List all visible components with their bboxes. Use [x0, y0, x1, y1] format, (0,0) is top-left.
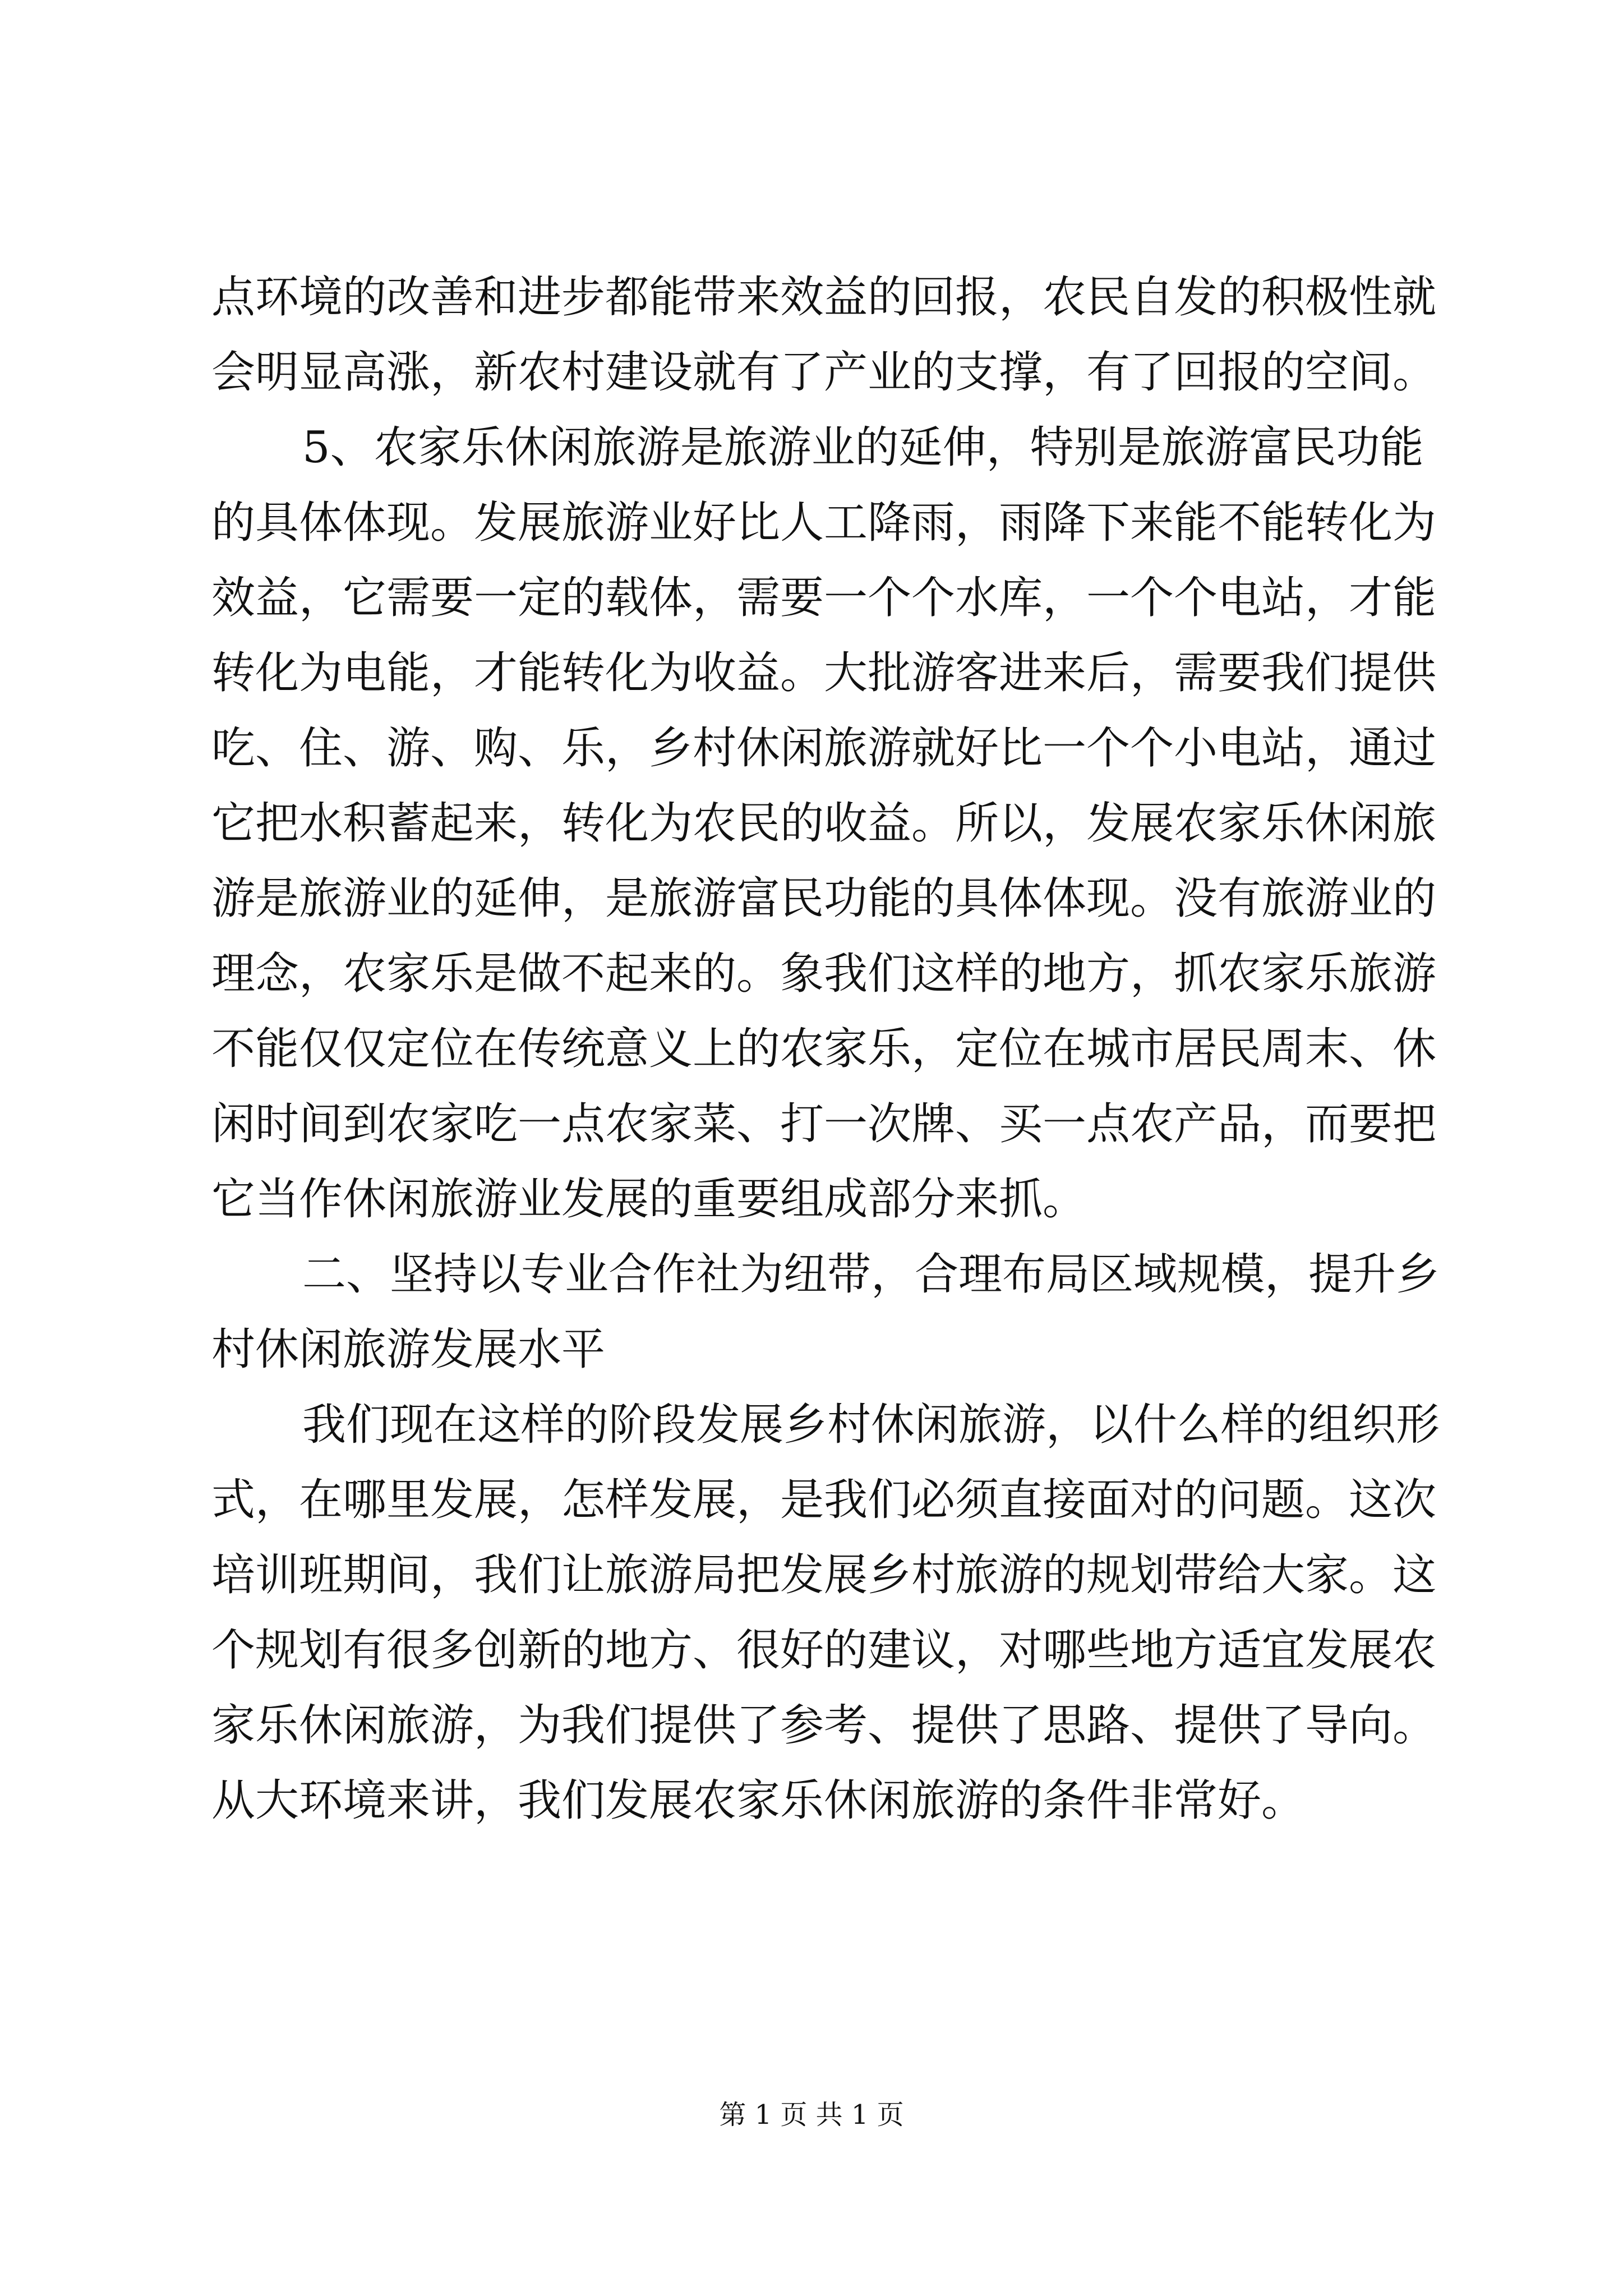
text-line: 效益，它需要一定的载体，需要一个个水库，一个个电站，才能 [211, 573, 1437, 623]
body-text [211, 260, 1440, 1838]
text-line: 会明显高涨，新农村建设就有了产业的支撑，有了回报的空间。 [211, 347, 1437, 398]
text-line: 式，在哪里发展，怎样发展，是我们必须直接面对的问题。这次 [211, 1475, 1437, 1525]
text-line: 闲时间到农家吃一点农家菜、打一次牌、买一点农产品，而要把 [211, 1099, 1437, 1149]
text-line: 游是旅游业的延伸，是旅游富民功能的具体体现。没有旅游业的 [211, 873, 1437, 924]
text-line: 点环境的改善和进步都能带来效益的回报，农民自发的积极性就 [211, 272, 1437, 323]
text-line: 它当作休闲旅游业发展的重要组成部分来抓。 [211, 1174, 1087, 1225]
text-line: 个规划有很多创新的地方、很好的建议，对哪些地方适宜发展农 [211, 1625, 1437, 1676]
section-heading-line: 二、坚持以专业合作社为纽带，合理布局区域规模，提升乡 [302, 1249, 1440, 1300]
text-line: 的具体体现。发展旅游业好比人工降雨，雨降下来能不能转化为 [211, 498, 1437, 548]
paragraph-start-line: 5、农家乐休闲旅游是旅游业的延伸，特别是旅游富民功能 [302, 422, 1424, 473]
page-footer [0, 2098, 1623, 2132]
text-line: 家乐休闲旅游，为我们提供了参考、提供了思路、提供了导向。 [211, 1700, 1437, 1751]
text-line: 不能仅仅定位在传统意义上的农家乐，定位在城市居民周末、休 [211, 1024, 1437, 1074]
text-line: 理念，农家乐是做不起来的。象我们这样的地方，抓农家乐旅游 [211, 949, 1437, 999]
text-line: 转化为电能，才能转化为收益。大批游客进来后，需要我们提供 [211, 648, 1437, 698]
text-line: 吃、住、游、购、乐，乡村休闲旅游就好比一个个小电站，通过 [211, 723, 1437, 774]
section-heading-line: 村休闲旅游发展水平 [211, 1324, 606, 1375]
paragraph-start-line: 我们现在这样的阶段发展乡村休闲旅游，以什么样的组织形 [302, 1400, 1440, 1450]
text-line: 培训班期间，我们让旅游局把发展乡村旅游的规划带给大家。这 [211, 1550, 1437, 1600]
text-line: 从大环境来讲，我们发展农家乐休闲旅游的条件非常好。 [211, 1775, 1306, 1826]
page-number-label: 第 1 页 共 1 页 [719, 2099, 904, 2131]
text-line: 它把水积蓄起来，转化为农民的收益。所以，发展农家乐休闲旅 [211, 798, 1437, 849]
